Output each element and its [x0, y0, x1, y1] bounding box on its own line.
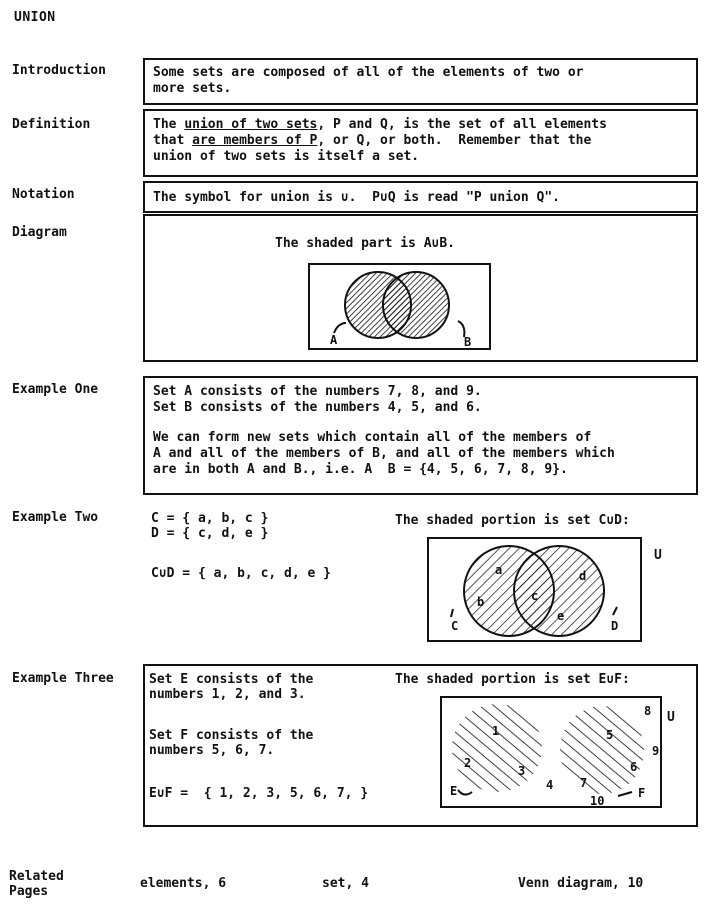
- element-a: a: [495, 563, 503, 577]
- related-link-set[interactable]: set, 4: [322, 876, 369, 891]
- example-three-e-line: Set E consists of the: [149, 672, 314, 687]
- venn-diagram-a-b: [308, 263, 491, 350]
- element-b: b: [477, 595, 485, 609]
- diagram-caption: The shaded part is A∪B.: [275, 236, 456, 251]
- introduction-box: [143, 58, 698, 105]
- element-6: 6: [630, 760, 638, 774]
- example-three-f-line: Set F consists of the: [149, 728, 314, 743]
- section-label-example-one: Example One: [12, 382, 99, 397]
- example-two-universe: U: [654, 548, 662, 563]
- notation-text: The symbol for union is ∪. P∪Q is read "P union Q".: [153, 190, 560, 205]
- example-one-box: [143, 376, 698, 495]
- element-e: e: [557, 609, 565, 623]
- element-4: 4: [546, 778, 554, 792]
- set-b-label: B: [464, 335, 472, 349]
- example-two-c-def: C = { a, b, c }: [151, 511, 269, 526]
- definition-line: The union of two sets, P and Q, is the set of all elements: [153, 117, 607, 132]
- related-label: Related Pages: [9, 869, 64, 899]
- element-9: 9: [652, 744, 660, 758]
- example-three-box: [143, 664, 698, 827]
- example-three-f-line: numbers 5, 6, 7.: [149, 743, 275, 758]
- example-two-d-def: D = { c, d, e }: [151, 526, 269, 541]
- section-label-introduction: Introduction: [12, 63, 106, 78]
- example-three-universe: U: [667, 710, 675, 725]
- element-7: 7: [580, 776, 588, 790]
- definition-line: that are members of P, or Q, or both. Remember that the: [153, 133, 592, 148]
- example-three-e-line: numbers 1, 2, and 3.: [149, 687, 306, 702]
- element-10: 10: [590, 794, 605, 808]
- element-2: 2: [464, 756, 472, 770]
- definition-box: [143, 109, 698, 177]
- introduction-line: more sets.: [153, 81, 232, 96]
- related-link-venn-diagram[interactable]: Venn diagram, 10: [518, 876, 644, 891]
- set-e-label: E: [450, 784, 458, 798]
- venn-diagram-c-d: [427, 537, 642, 642]
- element-8: 8: [644, 704, 652, 718]
- example-one-line: We can form new sets which contain all of the members of: [153, 430, 592, 445]
- section-label-diagram: Diagram: [12, 225, 67, 240]
- element-5: 5: [606, 728, 614, 742]
- element-d: d: [579, 569, 587, 583]
- venn-e-f-graphic: [442, 698, 664, 810]
- section-label-example-three: Example Three: [12, 671, 114, 686]
- venn-diagram-e-f: [440, 696, 662, 808]
- example-one-line: Set B consists of the numbers 4, 5, and 6.: [153, 400, 482, 415]
- example-one-line: are in both A and B., i.e. A B = {4, 5, 6, 7, 8, 9}.: [153, 462, 568, 477]
- definition-line: union of two sets is itself a set.: [153, 149, 420, 164]
- notation-box: [143, 181, 698, 213]
- example-one-line: A and all of the members of B, and all of the members which: [153, 446, 615, 461]
- diagram-box: [143, 214, 698, 362]
- element-1: 1: [492, 724, 500, 738]
- element-c: c: [531, 589, 539, 603]
- example-two-union: C∪D = { a, b, c, d, e }: [151, 566, 332, 581]
- example-three-caption: The shaded portion is set E∪F:: [395, 672, 630, 687]
- section-label-example-two: Example Two: [12, 510, 99, 525]
- set-c-label: C: [451, 619, 459, 633]
- set-a-label: A: [330, 333, 338, 347]
- related-link-elements[interactable]: elements, 6: [140, 876, 227, 891]
- introduction-line: Some sets are composed of all of the elements of two or: [153, 65, 584, 80]
- set-f-label: F: [638, 786, 646, 800]
- example-one-line: Set A consists of the numbers 7, 8, and 9.: [153, 384, 482, 399]
- page-title: UNION: [14, 10, 56, 25]
- element-3: 3: [518, 764, 526, 778]
- example-three-union: E∪F = { 1, 2, 3, 5, 6, 7, }: [149, 786, 369, 801]
- section-label-notation: Notation: [12, 187, 75, 202]
- set-d-label: D: [611, 619, 619, 633]
- example-two-caption: The shaded portion is set C∪D:: [395, 513, 630, 528]
- section-label-definition: Definition: [12, 117, 91, 132]
